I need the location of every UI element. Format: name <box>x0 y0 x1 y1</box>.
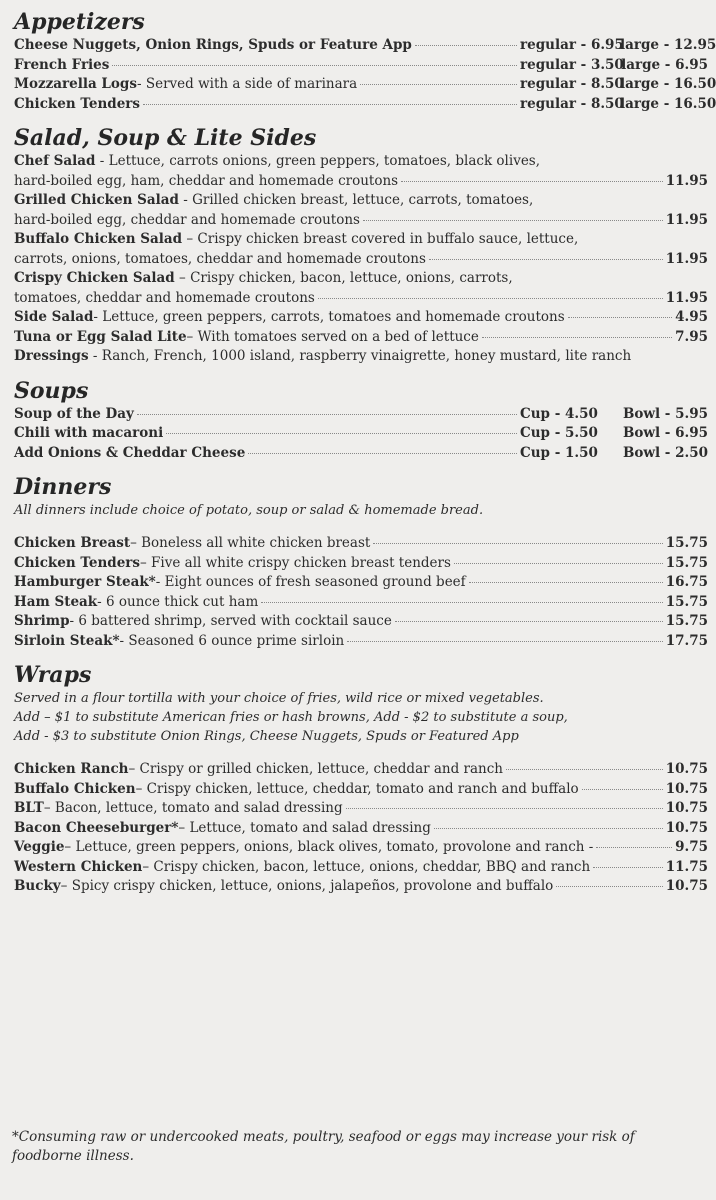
price-cup: Cup - 5.50 <box>520 425 598 441</box>
menu-item <box>14 780 708 800</box>
wraps-note: Add – $1 to substitute American fries or hash browns, Add - $2 to substitute a soup, <box>14 710 568 725</box>
footnote: *Consuming raw or undercooked meats, poultry, seafood or eggs may increase your risk of foodborne illness. <box>12 1129 635 1164</box>
item-price: 15.75 <box>665 593 708 610</box>
item-description: carrots, onions, tomatoes, cheddar and homemade croutons <box>14 250 426 267</box>
dot-leader <box>434 828 663 829</box>
price-large: large - 12.95 <box>620 37 716 53</box>
menu-item <box>14 405 708 425</box>
menu-item <box>14 269 708 289</box>
item-price: 11.95 <box>665 211 708 228</box>
menu-item <box>14 534 708 554</box>
price-bowl: Bowl - 6.95 <box>622 425 708 441</box>
price-bowl: Bowl - 5.95 <box>622 405 708 422</box>
item-name: Grilled Chicken Salad <box>14 192 179 208</box>
menu-item <box>14 328 708 348</box>
price-regular: regular - 8.50 <box>520 76 624 92</box>
menu-item <box>14 230 708 250</box>
dinners-heading: Dinners <box>14 474 112 500</box>
item-description: – Crispy or grilled chicken, lettuce, cheddar and ranch <box>128 761 503 777</box>
item-price: 11.95 <box>665 172 708 189</box>
item-name: Crispy Chicken Salad <box>14 270 175 286</box>
item-description: - Lettuce, green peppers, carrots, tomatoes and homemade croutons <box>93 309 565 325</box>
item-name: BLT <box>14 800 44 816</box>
item-name: Chef Salad <box>14 153 96 169</box>
dot-leader <box>137 414 517 415</box>
menu-item <box>14 444 708 464</box>
menu-item <box>14 838 708 858</box>
item-description: – Boneless all white chicken breast <box>130 535 371 551</box>
menu-item <box>14 612 708 632</box>
item-price: 7.95 <box>675 328 708 345</box>
item-name: Chicken Tenders <box>14 95 141 112</box>
price-regular: regular - 8.50 <box>520 95 624 112</box>
item-description: - 6 battered shrimp, served with cocktail sauce <box>69 613 392 629</box>
item-price: 9.75 <box>675 839 708 855</box>
dot-leader <box>556 886 662 887</box>
menu-item-continued <box>14 289 708 309</box>
price-regular: regular - 3.50 <box>520 56 624 73</box>
item-price: 15.75 <box>665 613 708 629</box>
item-description: – Crispy chicken breast covered in buffalo sauce, lettuce, <box>182 231 579 247</box>
dot-leader <box>582 789 663 790</box>
menu-item <box>14 191 708 211</box>
price-regular: regular - 6.95 <box>520 37 624 53</box>
dot-leader <box>347 641 663 642</box>
dot-leader <box>401 181 663 182</box>
menu-item <box>14 877 708 897</box>
wraps-note: Served in a flour tortilla with your choice of fries, wild rice or mixed vegetables. <box>14 691 544 706</box>
item-name: Chicken Ranch <box>14 761 129 777</box>
menu-item <box>14 760 708 780</box>
dot-leader <box>166 433 517 434</box>
item-name: Bacon Cheeseburger* <box>14 819 179 836</box>
item-name: Tuna or Egg Salad Lite <box>14 328 187 345</box>
item-name: Ham Steak <box>14 593 98 610</box>
item-price: 16.75 <box>665 574 708 590</box>
item-description: – Spicy crispy chicken, lettuce, onions, jalapeños, provolone and buffalo <box>60 878 554 894</box>
item-price: 17.75 <box>665 632 708 649</box>
item-description: - 6 ounce thick cut ham <box>97 593 259 610</box>
dot-leader <box>346 808 663 809</box>
item-description: – Five all white crispy chicken breast tenders <box>140 554 451 571</box>
dot-leader <box>360 84 517 85</box>
item-description: tomatoes, cheddar and homemade croutons <box>14 289 315 306</box>
dot-leader <box>415 45 517 46</box>
dot-leader <box>593 867 663 868</box>
item-price: 10.75 <box>665 761 708 777</box>
dot-leader <box>568 317 672 318</box>
item-name: Veggie <box>14 839 65 855</box>
item-description: - Grilled chicken breast, lettuce, carrots, tomatoes, <box>178 192 534 208</box>
item-name: Shrimp <box>14 613 70 629</box>
menu-item-continued <box>14 250 708 270</box>
item-price: 15.75 <box>665 554 708 571</box>
price-bowl: Bowl - 2.50 <box>622 444 708 461</box>
item-name: Soup of the Day <box>14 405 134 422</box>
item-name: Add Onions & Cheddar Cheese <box>14 444 246 461</box>
item-description: – Crispy chicken, bacon, lettuce, onions, carrots, <box>174 270 513 286</box>
dot-leader <box>373 543 662 544</box>
item-description: - Served with a side of marinara <box>136 76 358 92</box>
price-cup: Cup - 1.50 <box>520 444 598 461</box>
menu-item-continued <box>14 211 708 231</box>
item-name: Side Salad <box>14 309 94 325</box>
item-name: Chicken Tenders <box>14 554 141 571</box>
item-name: Bucky <box>14 878 61 894</box>
menu-item <box>14 424 708 444</box>
item-description: - Seasoned 6 ounce prime sirloin <box>119 632 345 649</box>
menu-item <box>14 308 708 328</box>
item-name: French Fries <box>14 56 110 73</box>
menu-item <box>14 632 708 652</box>
dot-leader <box>143 104 517 105</box>
dot-leader <box>506 769 663 770</box>
item-description: hard-boiled egg, ham, cheddar and homemade croutons <box>14 172 399 189</box>
item-description: - Ranch, French, 1000 island, raspberry vinaigrette, honey mustard, lite ranch <box>88 348 632 364</box>
menu-item <box>14 36 716 56</box>
dot-leader <box>363 220 663 221</box>
item-name: Mozzarella Logs <box>14 76 137 92</box>
salads-heading: Salad, Soup & Lite Sides <box>14 125 317 151</box>
item-description: – Bacon, lettuce, tomato and salad dressing <box>43 800 343 816</box>
item-name: Western Chicken <box>14 858 143 875</box>
appetizers-section <box>14 8 716 114</box>
item-name: Cheese Nuggets, Onion Rings, Spuds or Feature App <box>14 37 412 53</box>
menu-item <box>14 152 708 172</box>
price-large: large - 16.50 <box>620 76 716 92</box>
item-price: 10.75 <box>665 780 708 797</box>
item-price: 15.75 <box>665 535 708 551</box>
menu-item <box>14 573 708 593</box>
dot-leader <box>248 453 517 454</box>
item-description: – Lettuce, tomato and salad dressing <box>178 819 431 836</box>
item-description: - Lettuce, carrots onions, green peppers, tomatoes, black olives, <box>95 153 541 169</box>
dot-leader <box>469 582 663 583</box>
item-name: Hamburger Steak* <box>14 574 156 590</box>
item-name: Chicken Breast <box>14 535 131 551</box>
item-description: – With tomatoes served on a bed of lettuce <box>186 328 479 345</box>
menu-item <box>14 347 708 367</box>
menu-item <box>14 95 716 115</box>
item-name: Buffalo Chicken <box>14 780 136 797</box>
menu-item <box>14 75 716 95</box>
item-price: 11.75 <box>665 858 708 875</box>
price-large: large - 6.95 <box>621 56 708 73</box>
item-price: 11.95 <box>665 289 708 306</box>
item-price: 10.75 <box>665 878 708 894</box>
item-name: Chili with macaroni <box>14 425 164 441</box>
soups-section <box>14 377 708 464</box>
wraps-heading: Wraps <box>14 662 92 688</box>
item-price: 11.95 <box>665 250 708 267</box>
menu-item <box>14 858 708 878</box>
price-cup: Cup - 4.50 <box>520 405 598 422</box>
dot-leader <box>318 298 663 299</box>
menu-item <box>14 56 708 76</box>
item-name: Dressings <box>14 348 89 364</box>
appetizers-heading: Appetizers <box>14 9 145 35</box>
wraps-note: Add - $3 to substitute Onion Rings, Cheese Nuggets, Spuds or Featured App <box>14 729 519 744</box>
dot-leader <box>454 563 663 564</box>
dot-leader <box>395 621 663 622</box>
dinners-note: All dinners include choice of potato, soup or salad & homemade bread. <box>14 503 484 518</box>
item-description: – Lettuce, green peppers, onions, black olives, tomato, provolone and ranch - <box>64 839 594 855</box>
price-large: large - 16.50 <box>620 95 716 112</box>
dot-leader <box>429 259 663 260</box>
item-name: Buffalo Chicken Salad <box>14 231 183 247</box>
item-description: – Crispy chicken, bacon, lettuce, onions, cheddar, BBQ and ranch <box>142 858 591 875</box>
item-description: – Crispy chicken, lettuce, cheddar, tomato and ranch and buffalo <box>135 780 579 797</box>
menu-item <box>14 593 708 613</box>
item-description: - Eight ounces of fresh seasoned ground beef <box>155 574 466 590</box>
menu-item <box>14 799 708 819</box>
menu-item-continued <box>14 172 708 192</box>
item-description: hard-boiled egg, cheddar and homemade croutons <box>14 211 360 228</box>
dot-leader <box>482 337 672 338</box>
menu-item <box>14 554 708 574</box>
item-price: 10.75 <box>665 819 708 836</box>
dinners-section <box>14 473 708 651</box>
salads-section <box>14 124 708 367</box>
dot-leader <box>596 847 672 848</box>
dot-leader <box>112 65 517 66</box>
item-name: Sirloin Steak* <box>14 632 120 649</box>
item-price: 4.95 <box>675 309 708 325</box>
menu-item <box>14 819 708 839</box>
item-price: 10.75 <box>665 800 708 816</box>
dot-leader <box>261 602 662 603</box>
wraps-section <box>14 661 708 897</box>
soups-heading: Soups <box>14 377 89 404</box>
